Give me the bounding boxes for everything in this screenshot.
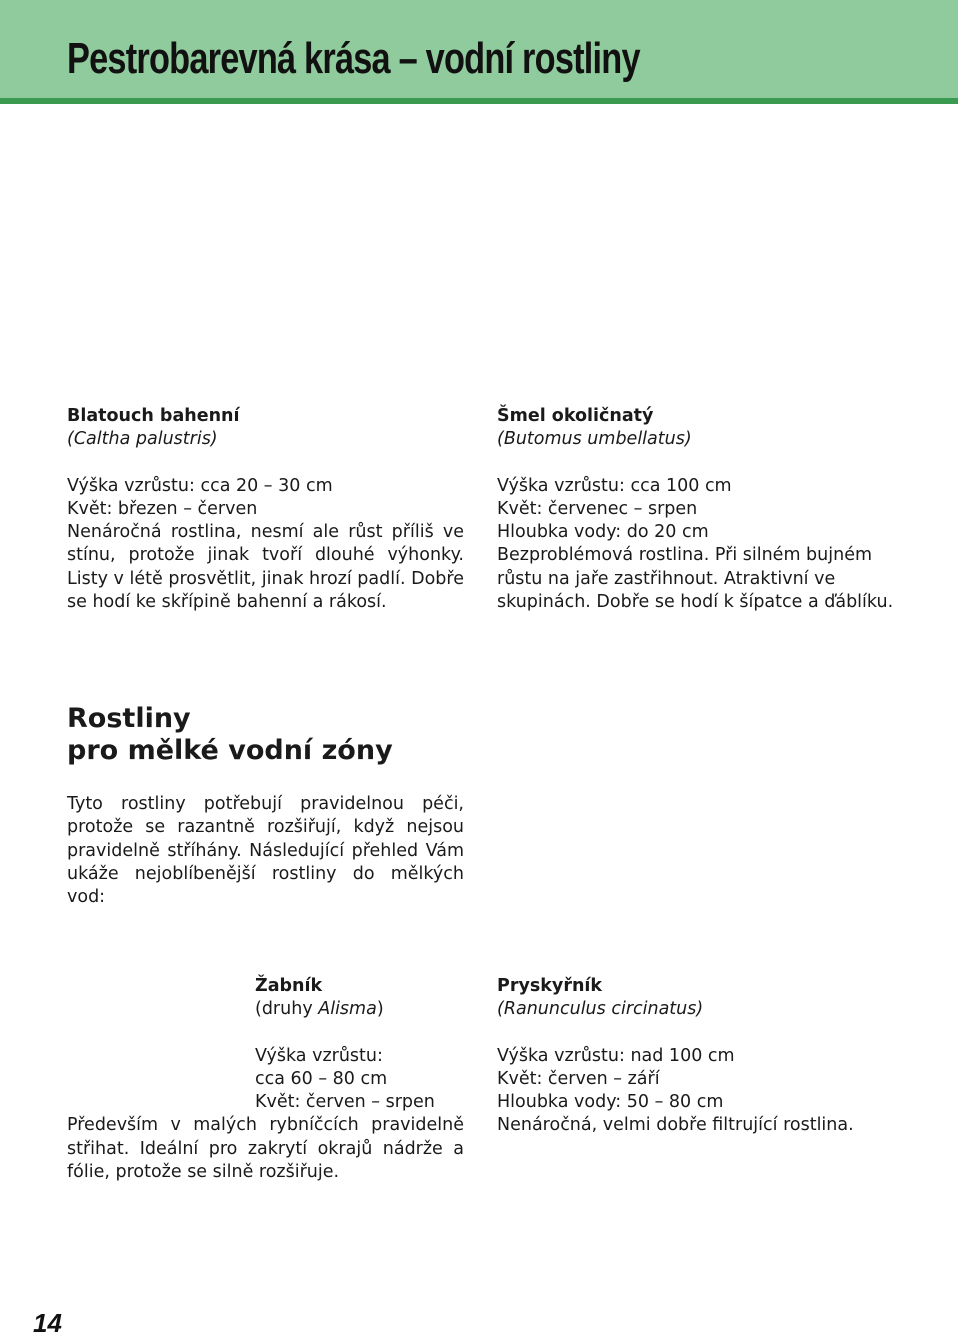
plant-card-ranunculus	[497, 975, 897, 1138]
plant-name: Šmel okoličnatý	[497, 406, 654, 426]
plant-card-butomus	[497, 405, 894, 614]
plant-water-depth: Hloubka vody: 50 – 80 cm	[497, 1092, 724, 1113]
plant-description: Především v malých rybníčcích pravidelně střihat. Ideální pro zakrytí okrajů nádrže a fólie, protože se silně rozšiřuje.	[67, 1115, 464, 1183]
plant-name: Blatouch bahenní	[67, 406, 240, 426]
plant-card-caltha	[67, 405, 464, 614]
section-title-line1: Rostliny	[67, 703, 191, 734]
plant-height: Výška vzrůstu: nad 100 cm	[497, 1045, 735, 1066]
plant-latin-name: (Caltha palustris)	[67, 429, 218, 450]
plant-bloom: Květ: červenec – srpen	[497, 498, 698, 519]
section-intro-text: Tyto rostliny potřebují pravidelnou péči, protože se razantně rozšiřují, když nejsou pravidelně stříhány. Následující přehled Vám ukáže nejoblíbenější rostliny do mělkých vod:	[67, 794, 464, 908]
section-title	[67, 703, 393, 767]
plant-name: Pryskyřník	[497, 976, 603, 996]
plant-bloom: Květ: červen – září	[497, 1068, 660, 1089]
page-title: Pestrobarevná krása – vodní rostliny	[67, 34, 640, 83]
plant-name: Žabník	[255, 976, 323, 996]
plant-bloom: Květ: březen – červen	[67, 498, 258, 519]
plant-latin-name: (Butomus umbellatus)	[497, 429, 692, 450]
plant-card-alisma	[67, 975, 464, 1184]
page-number: 14	[33, 1308, 62, 1338]
plant-description: Bezproblémová rostlina. Při silném bujném růstu na jaře zastřihnout. Atraktivní ve skupinách. Dobře se hodí k šípatce a ďáblíku.	[497, 545, 894, 613]
plant-bloom: Květ: červen – srpen	[255, 1092, 435, 1113]
plant-height-value: cca 60 – 80 cm	[255, 1068, 388, 1089]
plant-water-depth: Hloubka vody: do 20 cm	[497, 522, 709, 543]
plant-latin-name: (druhy Alisma)	[255, 999, 384, 1020]
plant-description: Nenáročná, velmi dobře filtrující rostlina.	[497, 1115, 854, 1136]
plant-height: Výška vzrůstu: cca 100 cm	[497, 475, 732, 496]
plant-description: Nenáročná rostlina, nesmí ale růst příliš ve stínu, protože jinak tvoří dlouhé výhonky. Listy v létě prosvětlit, jinak hrozí padlí. Dobře se hodí ke skřípině bahenní a rákosí.	[67, 522, 464, 613]
plant-latin-name: (Ranunculus circinatus)	[497, 999, 704, 1020]
section-title-line2: pro mělké vodní zóny	[67, 735, 393, 766]
plant-height-label: Výška vzrůstu:	[255, 1045, 383, 1066]
plant-height: Výška vzrůstu: cca 20 – 30 cm	[67, 475, 333, 496]
page-header	[0, 0, 958, 104]
section-intro	[67, 793, 464, 909]
